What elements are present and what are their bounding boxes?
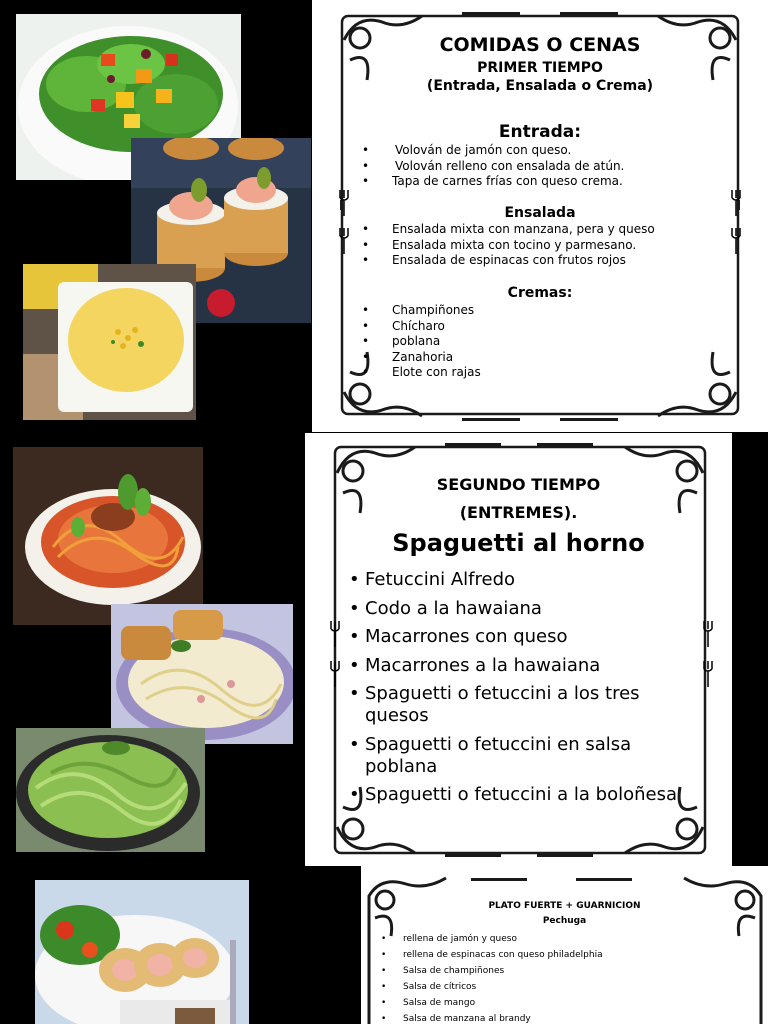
list-item: • rellena de jamón y queso	[381, 934, 517, 944]
list-item: • Ensalada mixta con tocino y parmesano.	[362, 237, 637, 252]
list-item: • Codo a la hawaiana	[349, 597, 542, 619]
list-item: • Chícharo	[362, 318, 445, 333]
course-subtitle: (ENTREMES).	[459, 503, 578, 522]
list-item: • Macarrones a la hawaiana	[349, 654, 601, 676]
list-item: • Spaguetti o fetuccini a los tres quesos	[349, 683, 640, 726]
list-item: • Salsa de manzana al brandy	[381, 1014, 531, 1024]
fork-icon	[339, 228, 349, 254]
pechuga-list	[381, 931, 603, 1024]
course-title: SEGUNDO TIEMPO	[436, 475, 601, 494]
list-item: • Salsa de mango	[381, 998, 476, 1008]
list-item: • Zanahoria	[362, 349, 454, 364]
cremas-list	[362, 303, 481, 381]
list-item: • Champiñones	[362, 303, 475, 317]
menu-card-plato-fuerte	[361, 866, 768, 1024]
stuffed-chicken-photo	[35, 880, 249, 1024]
fork-icon	[703, 621, 713, 647]
course-title: PLATO FUERTE + GUARNICION	[488, 901, 641, 911]
list-item: • Spaguetti o fetuccini en salsa poblana	[349, 733, 632, 777]
list-item: • Macarrones con queso	[349, 626, 568, 647]
fork-icon	[731, 228, 741, 254]
spaghetti-bolognese-photo	[13, 447, 203, 625]
corn-soup-photo	[23, 264, 196, 420]
featured-dish: Spaguetti al horno	[392, 529, 645, 557]
fork-icon	[703, 661, 713, 687]
list-item: • Salsa de champiñones	[381, 966, 505, 976]
ensalada-list	[362, 222, 655, 269]
course-description: (Entrada, Ensalada o Crema)	[426, 78, 654, 94]
section-heading-cremas: Cremas:	[507, 285, 573, 301]
entrada-list	[362, 143, 624, 190]
list-item: • Volován relleno con ensalada de atún.	[362, 158, 625, 173]
course-subtitle: PRIMER TIEMPO	[477, 60, 603, 76]
pasta-list	[349, 569, 699, 813]
list-item: • Volován de jamón con queso.	[362, 143, 572, 157]
course-subtitle: Pechuga	[542, 916, 587, 926]
fork-icon	[330, 621, 340, 647]
list-item: • Ensalada de espinacas con frutos rojos	[362, 253, 626, 267]
list-item: • Fetuccini Alfredo	[349, 569, 516, 590]
list-item: • Spaguetti o fetuccini a la boloñesa	[349, 784, 678, 805]
pasta-alfredo-photo	[111, 604, 293, 744]
fork-icon	[330, 661, 340, 687]
menu-card-primer-tiempo	[312, 0, 768, 432]
list-item: • rellena de espinacas con queso philadelphia	[381, 950, 603, 960]
section-heading-entrada: Entrada:	[498, 122, 582, 142]
section-heading-ensalada: Ensalada	[504, 205, 576, 221]
menu-title: COMIDAS O CENAS	[439, 34, 641, 56]
menu-card-segundo-tiempo	[305, 433, 732, 866]
green-fettuccine-photo	[16, 728, 205, 852]
list-item: • Elote con rajas	[362, 365, 481, 379]
list-item: • Tapa de carnes frías con queso crema.	[362, 174, 623, 188]
list-item: • Salsa de cítricos	[381, 982, 477, 992]
list-item: • poblana	[362, 334, 441, 348]
list-item: • Ensalada mixta con manzana, pera y queso	[362, 222, 655, 236]
